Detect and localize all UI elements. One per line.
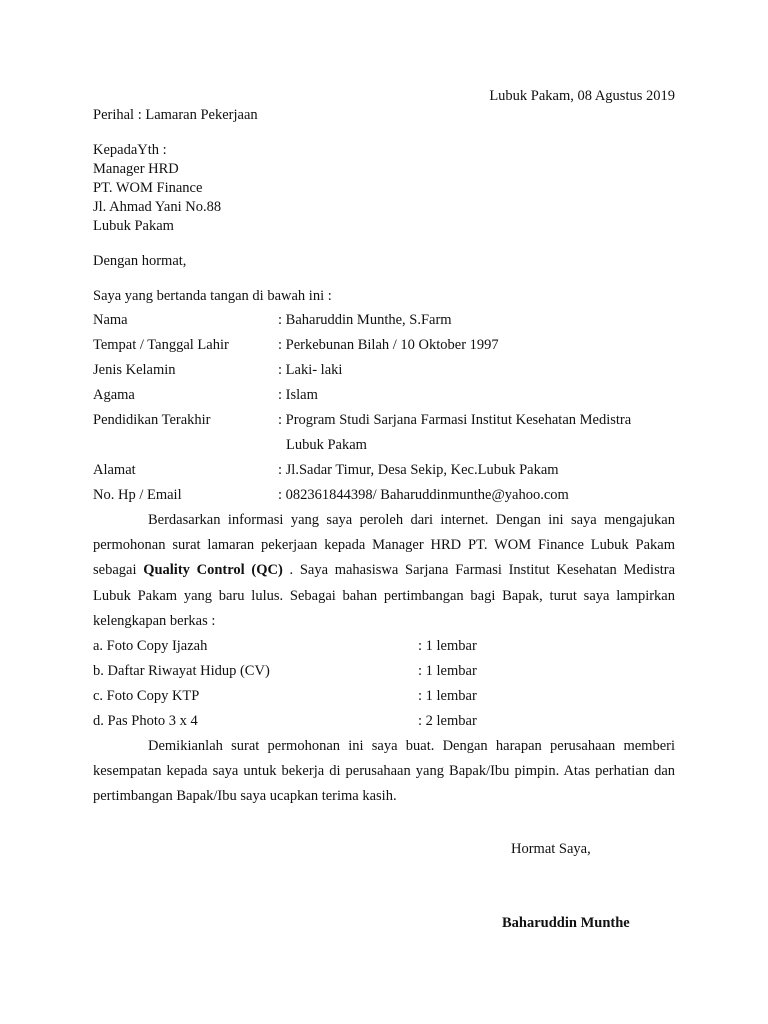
identity-row-contact xyxy=(93,486,675,504)
letter-date: Lubuk Pakam, 08 Agustus 2019 xyxy=(489,88,675,104)
attachment-label: d. Pas Photo 3 x 4 xyxy=(93,713,198,729)
attachment-label: b. Daftar Riwayat Hidup (CV) xyxy=(93,663,270,679)
recipient-line-3: PT. WOM Finance xyxy=(93,180,203,196)
attachment-item xyxy=(93,637,675,655)
recipient-line-4: Jl. Ahmad Yani No.88 xyxy=(93,199,222,215)
recipient-line-1: KepadaYth : xyxy=(93,142,167,158)
identity-row-gender xyxy=(93,361,675,379)
closing-paragraph: Demikianlah surat permohonan ini saya buat. Dengan harapan perusahaan memberi kesempatan kepada saya untuk bekerja di perusahaan yang Bapak/Ibu pimpin. Atas perhatian dan pertimbangan Bapak/Ibu saya ucapkan terima kasih. xyxy=(93,738,675,805)
identity-row-birth xyxy=(93,336,675,354)
attachment-count: : 1 lembar xyxy=(418,638,477,654)
identity-label: Pendidikan Terakhir xyxy=(93,412,211,428)
attachment-item xyxy=(93,712,675,730)
intro-text: Saya yang bertanda tangan di bawah ini : xyxy=(93,288,332,304)
identity-label: No. Hp / Email xyxy=(93,487,182,503)
attachment-label: a. Foto Copy Ijazah xyxy=(93,638,208,654)
sign-off: Hormat Saya, xyxy=(511,841,591,857)
identity-value: : Program Studi Sarjana Farmasi Institut Kesehatan Medistra xyxy=(278,412,632,428)
body-text-part-1: Berdasarkan informasi yang saya peroleh dari internet. Dengan ini saya mengajukan permohonan surat lamaran pekerjaan kepada Manager HRD PT. WOM Finance Lubuk Pakam sebagai xyxy=(93,512,675,579)
position-applied: Quality Control (QC) xyxy=(143,562,283,579)
identity-row-education xyxy=(93,411,675,429)
attachment-item xyxy=(93,687,675,705)
identity-value: : Laki- laki xyxy=(278,362,343,378)
identity-row-address xyxy=(93,461,675,479)
attachment-count: : 1 lembar xyxy=(418,663,477,679)
attachment-count: : 1 lembar xyxy=(418,688,477,704)
identity-value: : Baharuddin Munthe, S.Farm xyxy=(278,312,452,328)
body-text-part-2: . Saya mahasiswa Sarjana Farmasi Institut Kesehatan Medistra Lubuk Pakam yang baru lulus. Sebagai bahan pertimbangan bagi Bapak, turut saya lampirkan kelengkapan berkas : xyxy=(93,562,676,629)
identity-label: Tempat / Tanggal Lahir xyxy=(93,337,229,353)
signer-name: Baharuddin Munthe xyxy=(502,915,630,931)
identity-value: : 082361844398/ Baharuddinmunthe@yahoo.com xyxy=(278,487,569,503)
greeting: Dengan hormat, xyxy=(93,253,187,269)
identity-value: : Islam xyxy=(278,387,318,403)
identity-value-continued: Lubuk Pakam xyxy=(286,437,367,453)
identity-label: Alamat xyxy=(93,462,136,478)
identity-label: Agama xyxy=(93,387,135,403)
body-paragraph xyxy=(93,508,675,634)
identity-value: : Perkebunan Bilah / 10 Oktober 1997 xyxy=(278,337,499,353)
identity-label: Jenis Kelamin xyxy=(93,362,176,378)
recipient-line-5: Lubuk Pakam xyxy=(93,218,174,234)
attachment-item xyxy=(93,662,675,680)
identity-row-education-cont xyxy=(93,436,675,454)
identity-value: : Jl.Sadar Timur, Desa Sekip, Kec.Lubuk Pakam xyxy=(278,462,559,478)
identity-label: Nama xyxy=(93,312,128,328)
recipient-line-2: Manager HRD xyxy=(93,161,179,177)
attachment-label: c. Foto Copy KTP xyxy=(93,688,200,704)
identity-row-name xyxy=(93,311,675,329)
attachment-count: : 2 lembar xyxy=(418,713,477,729)
letter-subject: Perihal : Lamaran Pekerjaan xyxy=(93,107,258,123)
identity-row-religion xyxy=(93,386,675,404)
